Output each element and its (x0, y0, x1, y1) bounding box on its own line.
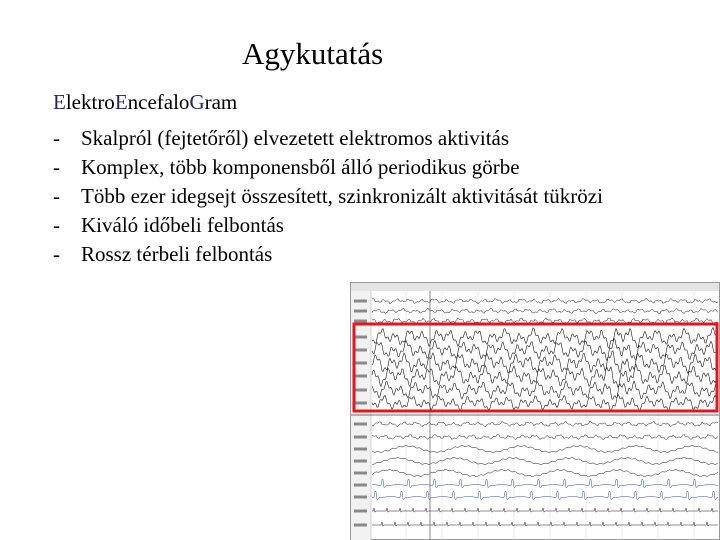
eeg-channel-label-mark (354, 349, 367, 352)
eeg-channel-label-mark (354, 484, 367, 487)
bullet-marker: - (53, 184, 60, 208)
subtitle-part-3-initial: G (189, 90, 205, 114)
eeg-channel-label-mark (354, 375, 367, 378)
eeg-channel-label-mark (354, 448, 367, 451)
eeg-channel-label-mark (354, 524, 367, 527)
eeg-channel-label-mark (354, 362, 367, 365)
bullet-marker: - (53, 155, 60, 179)
subtitle-part-1-rest: lektro (65, 90, 115, 114)
bullet-text: Rossz térbeli felbontás (81, 242, 273, 266)
subtitle-part-2-initial: E (114, 90, 128, 114)
bullet-item (53, 124, 603, 153)
eeg-window-titlebar (351, 283, 719, 291)
eeg-channel-label-mark (354, 496, 367, 499)
bullet-marker: - (53, 242, 60, 266)
bullet-item (53, 211, 603, 240)
page-title: Agykutatás (242, 36, 384, 71)
eeg-channel-label-mark (354, 510, 367, 513)
subtitle-part-3-rest: ram (204, 90, 238, 114)
bullet-list (53, 124, 603, 269)
bullet-text: Komplex, több komponensből álló periodikus görbe (81, 155, 520, 179)
eeg-channel-label-mark (354, 300, 367, 303)
bullet-marker: - (53, 126, 60, 150)
bullet-marker: - (53, 213, 60, 237)
subtitle-part-2-rest: ncefalo (127, 90, 190, 114)
eeg-channel-label-mark (354, 310, 367, 313)
eeg-channel-label-mark (354, 402, 367, 405)
bullet-item (53, 153, 603, 182)
eeg-channel-label-mark (354, 336, 367, 339)
subtitle-part-1-initial: E (53, 90, 66, 114)
eeg-channel-label-mark (354, 436, 367, 439)
bullet-text: Skalpról (fejtetőről) elvezetett elektromos aktivitás (81, 126, 510, 150)
bullet-item (53, 240, 603, 269)
eeg-channel-label-mark (354, 320, 367, 323)
bullet-text: Kiváló időbeli felbontás (81, 213, 284, 237)
eeg-channel-label-mark (354, 472, 367, 475)
eeg-channel-label-mark (354, 460, 367, 463)
subtitle (53, 88, 237, 116)
eeg-channel-label-mark (354, 389, 367, 392)
bullet-item (53, 182, 603, 211)
eeg-channel-label-mark (354, 423, 367, 426)
bullet-text: Több ezer idegsejt összesített, szinkronizált aktivitását tükrözi (81, 184, 603, 208)
eeg-recording-image (350, 282, 720, 540)
